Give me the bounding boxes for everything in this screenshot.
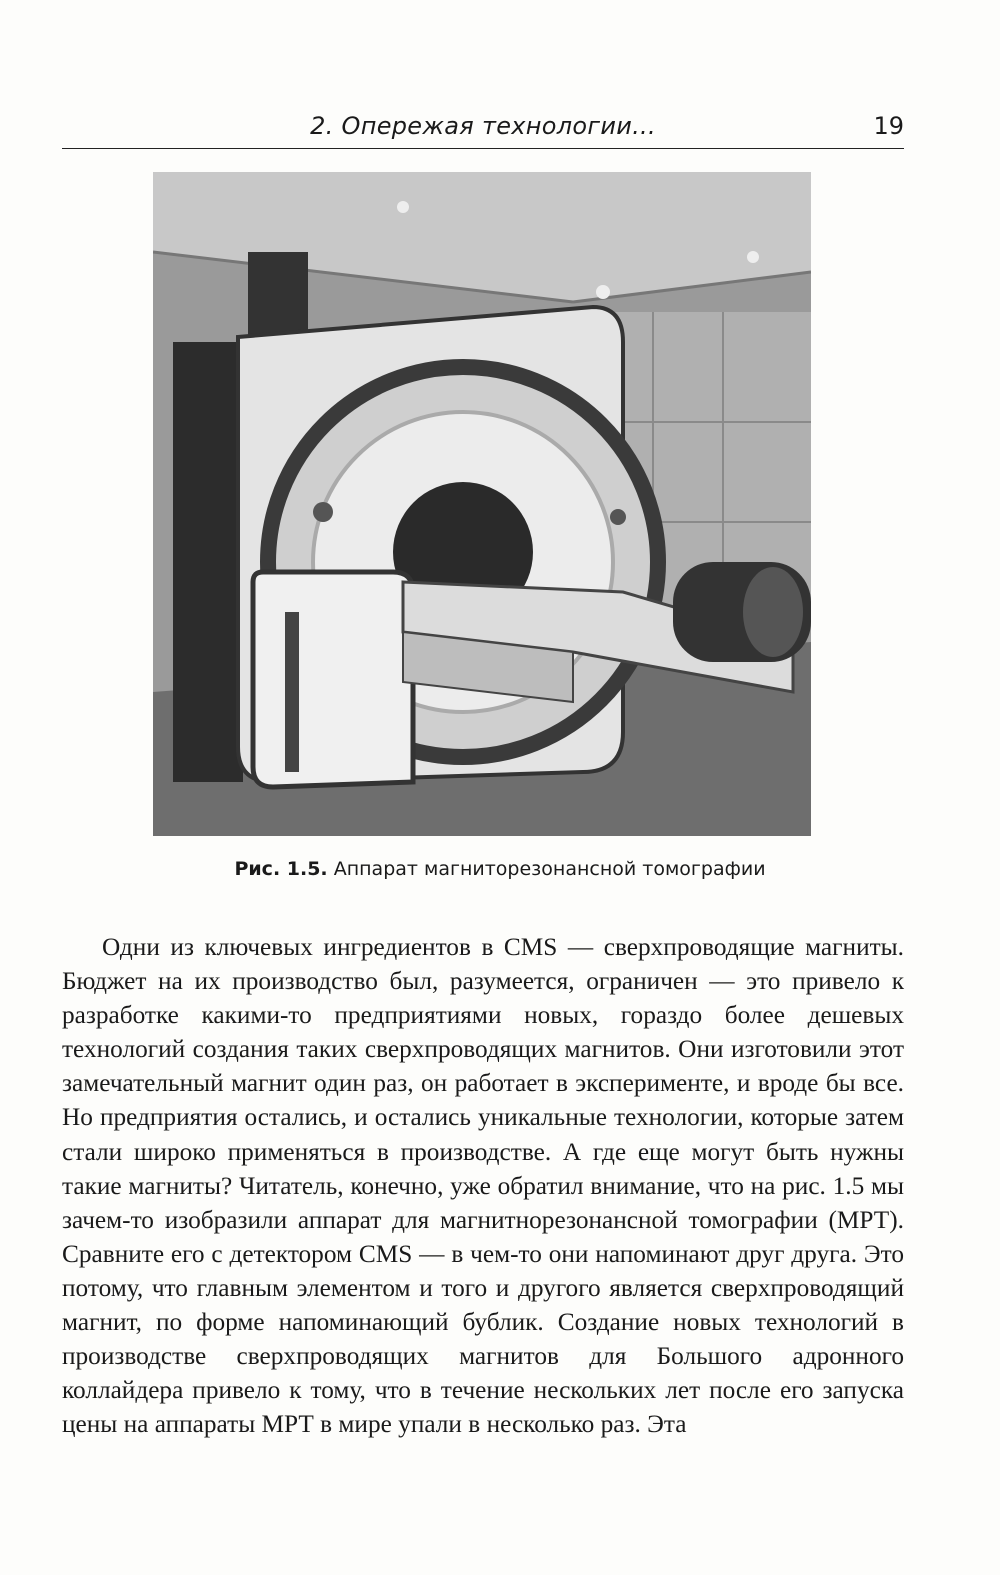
- side-cabinet: [173, 342, 243, 782]
- running-head: [62, 108, 904, 149]
- ceiling-light: [397, 201, 409, 213]
- ceiling-light: [747, 251, 759, 263]
- figure-caption: [0, 858, 1000, 880]
- ceiling-mount: [248, 252, 308, 342]
- pedestal: [253, 572, 413, 787]
- mri-illustration: [153, 172, 811, 836]
- chapter-title: 2. Опережая технологии...: [310, 112, 656, 140]
- body-text: [62, 930, 904, 1441]
- logo-mark: [313, 502, 333, 522]
- paragraph: Одни из ключевых ингредиентов в CMS — сверхпроводящие магниты. Бюджет на их производство был, разумеется, ограничен — это привело к разработке какими-то предприятиями новых, гораздо более дешевых технологий создания таких сверхпроводящих магнитов. Они изготовили этот замечательный магнит один раз, он работает в эксперименте, и вроде бы все. Но предприятия остались, и остались уникальные технологии, которые затем стали широко применяться в производстве. А где еще могут быть нужны такие магниты? Читатель, конечно, уже обратил внимание, что на рис. 1.5 мы зачем-то изобразили аппарат для магнитнорезонансной томографии (МРТ). Сравните его с детектором CMS — в чем-то они напоминают друг друга. Это потому, что главным элементом и того и другого является сверхпроводящий магнит, по форме напоминающий бублик. Создание новых технологий в производстве сверхпроводящих магнитов для Большого адронного коллайдера привело к тому, что в течение нескольких лет после его запуска цены на аппараты МРТ в мире упали в несколько раз. Эта: [62, 933, 904, 1439]
- figure-caption-text: Аппарат магниторезонансной томографии: [333, 858, 766, 880]
- page-number: 19: [873, 112, 904, 140]
- pedestal-stripe: [285, 612, 299, 772]
- figure-label: Рис. 1.5.: [234, 858, 328, 880]
- logo-mark: [610, 509, 626, 525]
- mri-photo: [153, 172, 811, 836]
- ceiling-light: [596, 285, 610, 299]
